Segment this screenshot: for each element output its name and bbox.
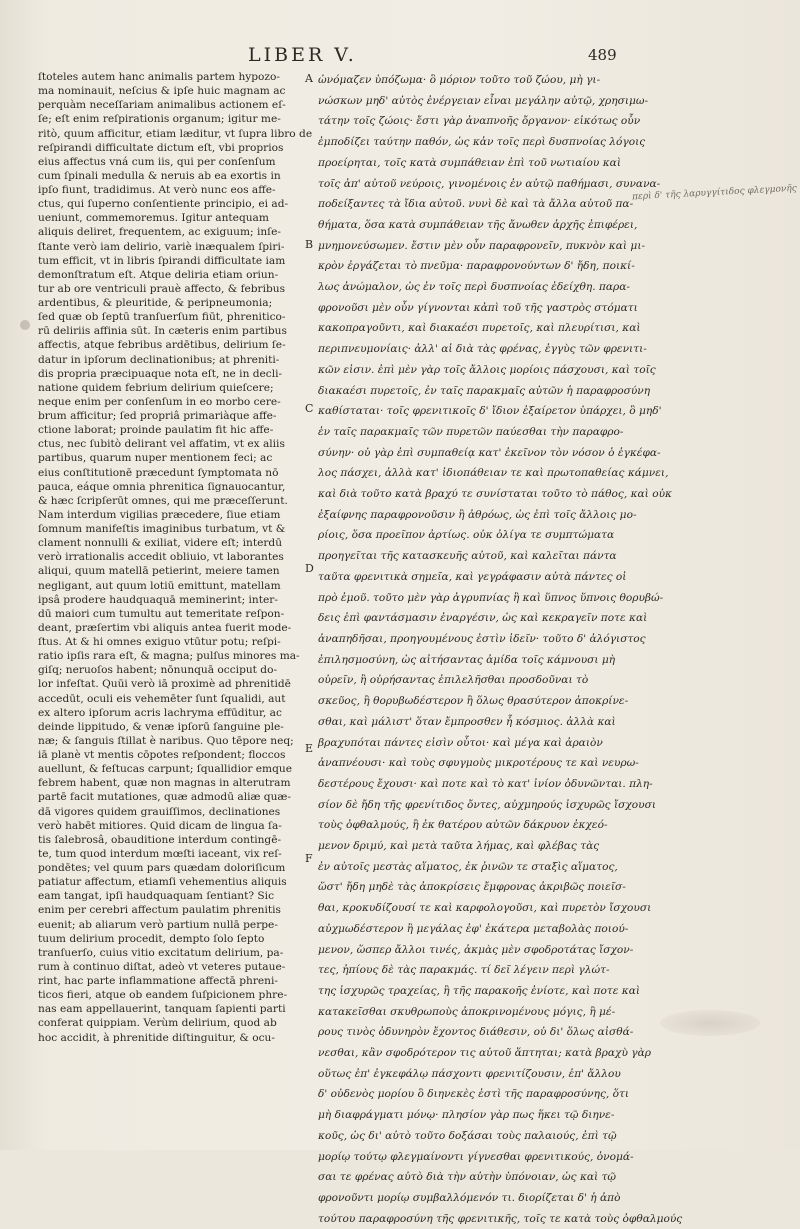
latin-line: demonſtratum eſt. Atque deliria etiam oriun-: [38, 268, 279, 281]
greek-line: ἐν αὐτοῖς μεστὰς αἵματος, ἐκ ῥινῶν τε σταξὶς αἵματος,: [318, 860, 618, 873]
latin-line: pauca, eáque omnia phrenitica ſignauocantur,: [38, 480, 286, 493]
greek-line: οὕτως ἐπ' ἐγκεφάλῳ πάσχοντι φρενιτίζουσιν, ἐπ' ἄλλου: [318, 1067, 621, 1080]
latin-line: ipſo fiunt, tradidimus. At verò nunc eos affe-: [38, 184, 276, 196]
latin-line: hoc accidit, à phrenitide diſtinguitur, & ocu-: [38, 1031, 275, 1044]
latin-line: ueniunt, commemoremus. Igitur antequam: [38, 212, 269, 225]
latin-line: eam tangat, ipſi haudquaquam ſentiant? Sic: [38, 890, 275, 903]
latin-text-column: [38, 70, 313, 1080]
greek-line: δεις ἐπὶ φαντάσμασιν ἐναργέσιν, ὡς καὶ κεκραγεῖν ποτε καὶ: [318, 612, 648, 625]
latin-line: lor infeſtat. Quūi verò iā proximè ad phrenitidē: [38, 678, 291, 691]
greek-line: δεστέρους ἔχουσι· καὶ ποτε καὶ τὸ κατ' ἰνίον ὀδυνῶνται. πλη-: [318, 777, 653, 790]
latin-line: deant, præſertim vbi aliquis antea fuerit mode-: [38, 621, 292, 634]
greek-line: μνημονεύσωμεν. ἔστιν μὲν οὖν παραφρονεῖν, πυκνὸν καὶ μι-: [318, 239, 646, 252]
latin-line: tur ab ore ventriculi prauè affecto, & febribus: [38, 282, 286, 295]
greek-line: κῶν εἰσιν. ἐπὶ μὲν γὰρ τοῖς ἄλλοις μορίοις πάσχουσι, καὶ τοῖς: [318, 363, 656, 376]
latin-line: cum ſpinali medulla & neruis ab ea exortis in: [38, 169, 281, 182]
greek-line: φρονοῦσι μὲν οὖν γίγνονται κἀπὶ τοῦ τῆς γαστρὸς στόματι: [318, 301, 638, 314]
greek-line: διακαέσι πυρετοῖς, ἐν ταῖς παρακμαῖς αὐτῶν ἡ παραφροσύνη: [318, 384, 651, 397]
latin-line: ex altero ipſorum acris lachryma effūditur, ac: [38, 706, 282, 719]
latin-line: negligant, aut quum lotiū emittunt, matellam: [38, 579, 281, 592]
latin-line: dū maiori cum tumultu aut temeritate reſpon-: [38, 607, 285, 620]
latin-line: pondētes; vel quum pars quædam doloriſicum: [38, 862, 286, 874]
latin-line: ritò, quum afficitur, etiam læditur, vt ſupra libro de: [38, 127, 313, 140]
greek-line: ρίοις, ὅσα προεῖπον ἀρτίως. οὐκ ὀλίγα τε συμπτώματα: [318, 529, 615, 542]
latin-line: ctus, qui ſuperno conſentiente principio, ei ad-: [38, 198, 289, 211]
latin-line: ratio ipſis rara eſt, & magna; pulſus minores ma-: [38, 650, 300, 663]
latin-line: verò habēt mitiores. Quid dicam de lingua ſa-: [38, 819, 282, 832]
greek-line: καθίσταται· τοῖς φρενιτικοῖς δ' ἴδιον ἐξαίρετον ὑπάρχει, ὃ μηδ': [318, 405, 662, 418]
latin-line: eius conſtitutionē præcedunt ſymptomata nō: [38, 466, 279, 479]
greek-line: οὐρεῖν, ἢ οὐρήσαντας ἐπιλελῆσθαι προσδοῦναι τὸ: [318, 674, 589, 687]
latin-line: deinde lippitudo, & venæ ipſorū ſanguine ple-: [38, 720, 284, 733]
latin-line: ctus, nec ſubitò delirant vel affatim, vt ex aliis: [38, 438, 285, 451]
margin-letter-d: D: [305, 562, 314, 575]
latin-line: & hæc ſcripſerūt omnes, qui me præceſſerunt.: [38, 494, 288, 507]
latin-line: euenit; ab aliarum verò partium nullā perpe-: [38, 918, 278, 931]
greek-line: θαι, κροκυδίζουσί τε καὶ καρφολογοῦσι, καὶ πυρετὸν ἴσχουσι: [318, 902, 652, 915]
greek-line: κατακεῖσθαι σκυθρωποὺς ἀποκρινομένους μόγις, ἢ μέ-: [318, 1005, 616, 1018]
greek-line: μορίῳ τούτῳ φλεγμαίνοντι γίγνεσθαι φρενιτικούς, ὀνομά-: [318, 1150, 634, 1163]
latin-line: partē facit mutationes, quæ admodū aliæ quæ-: [38, 791, 291, 804]
latin-line: patiatur affectum, etiamſi vehementius aliquis: [38, 876, 287, 889]
greek-line: λος πάσχει, ἀλλὰ κατ' ἰδιοπάθειαν τε καὶ πρωτοπαθείας κάμνει,: [318, 467, 669, 480]
greek-line: ὠνόμαζεν ὑπόζωμα· ὃ μόριον τοῦτο τοῦ ζώου, μὴ γι-: [318, 74, 601, 86]
greek-line: ἐπιλησμοσύνη, ὡς αἰτήσαντας ἀμίδα τοῖς κάμνουσι μὴ: [318, 653, 616, 666]
latin-line: verò irrationalis accedit obliuio, vt laborantes: [38, 551, 284, 564]
greek-line: θήματα, ὅσα κατὰ συμπάθειαν τῆς ἄνωθεν ἀρχῆς ἐπιφέρει,: [318, 218, 638, 231]
latin-line: ſed quæ ob ſeptū tranſuerſum fiūt, phrenitico-: [38, 311, 286, 324]
latin-line: ma nominauit, neſcius & ipſe huic magnam ac: [38, 85, 286, 98]
latin-line: rum à continuo diſtat, adeò vt veteres putaue-: [38, 960, 286, 973]
latin-line: rū deliriis affinia sūt. In cæteris enim partibus: [38, 325, 287, 338]
latin-line: tuum delirium procedit, dempto ſolo ſepto: [38, 932, 265, 945]
latin-line: nas eam appellauerint, tanquam ſapienti parti: [38, 1003, 286, 1016]
margin-letter-b: B: [305, 238, 314, 251]
greek-line: ρους τινὸς ὀδυνηρὸν ἔχοντος διάθεσιν, οὐ δι' ὅλως αἰσθά-: [318, 1026, 634, 1039]
greek-line: τάτην τοῖς ζώοις· ἔστι γὰρ ἀναπνοῆς ὄργανον· εἰκότως οὖν: [318, 115, 641, 128]
latin-line: conferat quippiam. Verùm delirium, quod ab: [38, 1017, 277, 1030]
handwritten-margin-note: περὶ δ' τῆς λαρυγγίτιδος φλεγμονῆς: [631, 183, 798, 203]
greek-line: μενον, ὥσπερ ἄλλοι τινές, ἀκμὰς μὲν σφοδροτάτας ἴσχον-: [318, 943, 634, 956]
latin-line: ſomnum manifeſtis imaginibus turbatum, vt &: [38, 523, 286, 535]
latin-line: accedūt, oculi eis vehemēter ſunt ſqualidi, aut: [38, 692, 286, 705]
greek-line: κρὸν ἐργάζεται τὸ πνεῦμα· παραφρονούντων δ' ἤδη, ποικί-: [318, 260, 635, 273]
latin-line: aliquis deliret, frequentem, ac exiguum; inſe-: [38, 226, 281, 239]
greek-line: ἀναπηδῆσαι, προηγουμένους ἐστὶν ἰδεῖν· τοῦτο δ' ἀλόγιστος: [318, 632, 646, 645]
greek-line: σίον δὲ ἤδη τῆς φρενίτιδος ὄντες, αὐχμηρούς ἰσχυρῶς ἴσχουσι: [318, 798, 656, 811]
latin-line: ardentibus, & pleuritide, & peripneumonia;: [38, 297, 273, 309]
latin-line: natione quidem febrium delirium quieſcere;: [38, 381, 274, 394]
greek-line: ὥστ' ἤδη μηδὲ τὰς ἀποκρίσεις ἔμφρονας ἀκριβῶς ποιεῖσ-: [318, 881, 626, 894]
latin-line: ipsâ prodere haudquaquā meminerint; inter-: [38, 593, 278, 606]
latin-line: eius affectus vná cum iis, qui per conſenſum: [38, 155, 276, 168]
greek-line: προηγεῖται τῆς κατασκευῆς αὐτοῦ, καὶ καλεῖται πάντα: [318, 550, 617, 563]
greek-line: ποδείξαντες τὰ ἴδια αὐτοῦ. νυνὶ δὲ καὶ τὰ ἄλλα αὐτοῦ πα-: [318, 198, 634, 211]
greek-line: δ' οὐδενὸς μορίου ὃ διηνεκὲς ἐστὶ τῆς παραφροσύνης, ὅτι: [318, 1088, 630, 1101]
greek-line: ταῦτα φρενιτικὰ σημεῖα, καὶ γεγράφασιν αὐτὰ πάντες οἱ: [318, 570, 627, 583]
latin-line: tranſuerſo, cuius vitio excitatum delirium, pa-: [38, 946, 284, 959]
ink-smudge: [660, 1010, 760, 1036]
greek-line: κοῦς, ὡς δι' αὐτὸ τοῦτο δοξάσαι τοὺς παλαιούς, ἐπὶ τῷ: [318, 1129, 617, 1142]
latin-line: auellunt, & feſtucas carpunt; ſquallidior emque: [38, 763, 292, 776]
latin-line: aliqui, quum matellā petierint, meiere tamen: [38, 565, 280, 578]
greek-line: σαι τε φρένας αὐτὸ διὰ τὴν αὐτὴν ὑπόνοιαν, ὡς καὶ τῷ: [318, 1171, 617, 1184]
latin-line: tum efficit, vt in libris ſpirandi difficultate iam: [38, 254, 286, 267]
latin-line: neque enim per conſenſum in eo morbo cere-: [38, 395, 281, 408]
greek-line: νεσθαι, κἂν σφοδρότερον τις αὐτοῦ ἅπτηται; κατὰ βραχὺ γὰρ: [318, 1047, 651, 1060]
greek-line: κακοπραγοῦντι, καὶ διακαέσι πυρετοῖς, καὶ πλευρίτισι, καὶ: [318, 322, 641, 335]
latin-line: febrem habent, quæ non magnas in alterutram: [38, 777, 291, 790]
latin-line: iā planè vt mentis cōpotes reſpondent; floccos: [38, 749, 286, 761]
greek-line: τες, ἠπίους δὲ τὰς παρακμάς. τί δεῖ λέγειν περὶ γλώτ-: [318, 964, 610, 977]
latin-line: tis ſalebrosâ, obauditione interdum contingē-: [38, 833, 282, 846]
greek-line: σκεῦος, ἢ θορυβωδέστερον ἢ ὅλως θρασύτερον ἀποκρίνε-: [318, 695, 629, 708]
latin-line: ſtus. At & hi omnes exiguo vtūtur potu; reſpi-: [38, 636, 281, 648]
latin-line: ctione laborat; proinde paulatim fit hic affe-: [38, 424, 274, 437]
margin-letter-f: F: [305, 852, 313, 865]
latin-line: ticos fieri, atque ob eandem ſuſpicionem phre-: [38, 989, 288, 1002]
greek-line: ἐξαίφνης παραφρονοῦσιν ἢ ἀθρόως, ὡς ἐπὶ τοῖς ἄλλοις μο-: [318, 508, 637, 521]
latin-line: datur in ipſorum declinationibus; at phreniti-: [38, 353, 280, 366]
greek-line: μὴ διαφράγματι μόνῳ· πλησίον γὰρ πως ἥκει τῷ διηνε-: [318, 1109, 615, 1122]
latin-line: te, tum quod interdum mœſti iaceant, vix reſ-: [38, 847, 282, 860]
latin-line: reſpirandi difficultate dictum eſt, vbi proprios: [38, 141, 284, 154]
latin-line: partibus, quarum nuper mentionem feci; ac: [38, 452, 273, 465]
greek-line: περιπνευμονίαις· ἀλλ' αἱ διὰ τὰς φρένας, ἐγγὺς τῶν φρενιτι-: [318, 343, 647, 356]
latin-line: brum afficitur; ſed propriâ primariàque affe-: [38, 410, 277, 422]
margin-letter-a: A: [305, 72, 313, 85]
greek-line: λως ἀνώμαλον, ὡς ἐν τοῖς περὶ δυσπνοίας ἐδείχθη. παρα-: [318, 281, 631, 294]
greek-line: μενον δριμύ, καὶ μετὰ ταῦτα λήμας, καὶ φλέβας τὰς: [318, 840, 600, 853]
margin-letter-e: E: [305, 742, 314, 755]
latin-line: ſe; eſt enim reſpirationis organum; igitur me-: [38, 113, 281, 126]
running-head: LIBER V.: [248, 44, 357, 66]
greek-line: τοῖς ἀπ' αὐτοῦ νεύροις, γινομένοις ἐν αὐτῷ παθήμασι, συνανα-: [318, 177, 661, 190]
page-header: [0, 44, 800, 68]
latin-line: dis propria præcipuaque nota eſt, ne in decli-: [38, 367, 283, 380]
greek-line: βραχυπόται πάντες εἰσὶν οὗτοι· καὶ μέγα καὶ ἀραιὸν: [318, 736, 603, 749]
greek-line: νώσκων μηδ' αὐτὸς ἐνέργειαν εἶναι μεγάλην αὐτῷ, χρησιμω-: [318, 94, 649, 107]
greek-line: καὶ διὰ τοῦτο κατὰ βραχύ τε συνίσταται τοῦτο τὸ πάθος, καὶ οὐκ: [318, 488, 672, 501]
greek-text-column: [318, 70, 683, 1225]
page-number: 489: [588, 46, 617, 64]
latin-line: affectis, atque febribus ardētibus, delirium ſe-: [38, 339, 286, 352]
latin-line: ſtante verò iam delirio, variè inæqualem ſpiri-: [38, 240, 285, 253]
greek-line: ἐν ταῖς παρακμαῖς τῶν πυρετῶν παύεσθαι τὴν παραφρο-: [318, 425, 624, 438]
greek-line: προείρηται, τοῖς κατὰ συμπάθειαν ἐπὶ τοῦ νωτιαίου καὶ: [318, 156, 621, 169]
greek-line: αὐχμωδέστερον ἢ μεγάλας ἐφ' ἑκάτερα μεταβολὰς ποιού-: [318, 922, 629, 935]
greek-line: ἀναπνέουσι· καὶ τοὺς σφυγμοὺς μικροτέρους τε καὶ νευρω-: [318, 757, 639, 770]
latin-line: giſq; neruoſos habent; nōnunquā occiput do-: [38, 664, 278, 677]
latin-line: enim per cerebri affectum paulatim phrenitis: [38, 904, 281, 917]
greek-line: πρὸ ἐμοῦ. τοῦτο μὲν γὰρ ἀγρυπνίας ἢ καὶ ὕπνος ὕπνοις θορυβώ-: [318, 591, 664, 604]
latin-line: ſtoteles autem hanc animalis partem hypozo-: [38, 71, 280, 83]
greek-line: τούτου παραφροσύνη τῆς φρενιτικῆς, τοῖς τε κατὰ τοὺς ὀφθαλμούς: [318, 1212, 683, 1225]
latin-line: dā vigores quidem grauiſſimos, declinationes: [38, 805, 281, 818]
latin-line: perquàm neceſſariam animalibus actionem eſ-: [38, 99, 286, 112]
latin-line: næ; & ſanguis ſtillat è naribus. Quo tēpore neq;: [38, 734, 294, 747]
greek-line: ἐμποδίζει ταύτην παθόν, ὡς κἀν τοῖς περὶ δυσπνοίας λόγοις: [318, 136, 646, 149]
greek-line: σύνην· οὐ γὰρ ἐπὶ συμπαθείᾳ κατ' ἐκεῖνον τὸν νόσον ὁ ἐγκέφα-: [318, 446, 661, 459]
greek-line: της ἰσχυρῶς τραχείας, ἢ τῆς παρακοῆς ἐνίοτε, καὶ ποτε καὶ: [318, 984, 641, 997]
latin-line: Nam interdum vigilias præcedere, ſiue etiam: [38, 508, 281, 521]
greek-line: σθαι, καὶ μάλιστ' ὅταν ἔμπροσθεν ἦ κόσμιος. ἀλλὰ καὶ: [318, 715, 616, 728]
ink-spot: [20, 320, 30, 330]
greek-line: φρονοῦντι μορίῳ συμβαλλόμενόν τι. διορίζεται δ' ἡ ἀπὸ: [318, 1191, 621, 1204]
greek-line: τοὺς ὀφθαλμούς, ἢ ἐκ θατέρου αὐτῶν δάκρυον ἐκχεό-: [318, 819, 608, 832]
latin-line: clament nonnulli & exiliat, videre eſt; interdū: [38, 537, 283, 550]
margin-letter-c: C: [305, 402, 314, 415]
latin-line: rint, hac parte inflammatione affectā phreni-: [38, 975, 278, 987]
